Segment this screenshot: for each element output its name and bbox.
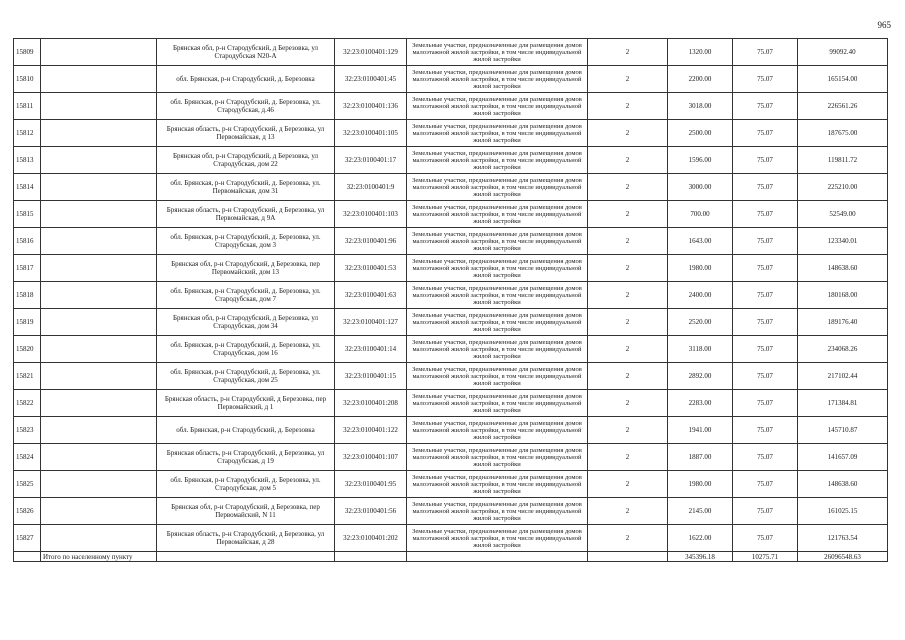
table-row [14,174,888,201]
row-number: 15824 [14,444,41,471]
row-number: 15817 [14,255,41,282]
land-use-cell: Земельные участки, предназначенные для размещения домов малоэтажной жилой застройки, в том числе индивидуальной жилой застройки [407,444,588,471]
category-cell: 2 [588,228,668,255]
cadastral-number: 32:23:0100401:136 [335,93,407,120]
land-use-cell: Земельные участки, предназначенные для размещения домов малоэтажной жилой застройки, в том числе индивидуальной жилой застройки [407,282,588,309]
category-cell: 2 [588,444,668,471]
cadastral-value-cell: 165154.00 [798,66,888,93]
address-cell: обл. Брянская, р-н Стародубский, д. Березовка, ул. Первомайская, дом 31 [157,174,335,201]
rate-cell: 75.07 [733,336,798,363]
table-row [14,255,888,282]
rate-cell: 75.07 [733,201,798,228]
blank-cell [41,390,157,417]
land-use-cell: Земельные участки, предназначенные для размещения домов малоэтажной жилой застройки, в том числе индивидуальной жилой застройки [407,201,588,228]
rate-cell: 75.07 [733,147,798,174]
cadastral-value-cell: 121763.54 [798,525,888,552]
cadastral-number: 32:23:0100401:105 [335,120,407,147]
address-cell: обл. Брянская, р-н Стародубский, д. Березовка, ул. Стародубская, дом 25 [157,363,335,390]
category-cell: 2 [588,363,668,390]
row-number: 15812 [14,120,41,147]
cadastral-number: 32:23:0100401:15 [335,363,407,390]
total-rate: 10275.71 [733,552,798,562]
cadastral-value-cell: 234068.26 [798,336,888,363]
land-use-cell: Земельные участки, предназначенные для размещения домов малоэтажной жилой застройки, в том числе индивидуальной жилой застройки [407,120,588,147]
rate-cell: 75.07 [733,228,798,255]
table-row [14,282,888,309]
cadastral-value-cell: 171384.81 [798,390,888,417]
land-use-cell: Земельные участки, предназначенные для размещения домов малоэтажной жилой застройки, в том числе индивидуальной жилой застройки [407,147,588,174]
cadastral-number: 32:23:0100401:17 [335,147,407,174]
cadastral-value-cell: 148638.60 [798,471,888,498]
area-cell: 700.00 [668,201,733,228]
blank-cell [41,309,157,336]
area-cell: 2283.00 [668,390,733,417]
row-number: 15814 [14,174,41,201]
land-use-cell: Земельные участки, предназначенные для размещения домов малоэтажной жилой застройки, в том числе индивидуальной жилой застройки [407,255,588,282]
rate-cell: 75.07 [733,282,798,309]
land-registry-table [13,38,888,562]
rate-cell: 75.07 [733,255,798,282]
cadastral-value-cell: 189176.40 [798,309,888,336]
address-cell: Брянская обл, р-н Стародубский, д Березовка, пер Первомайский, дом 13 [157,255,335,282]
rate-cell: 75.07 [733,309,798,336]
rate-cell: 75.07 [733,174,798,201]
row-number: 15818 [14,282,41,309]
blank-cell [41,417,157,444]
total-category-cell [588,552,668,562]
row-number: 15809 [14,39,41,66]
rate-cell: 75.07 [733,39,798,66]
address-cell: Брянская область, р-н Стародубский, д Березовка, ул Первомайская, д 13 [157,120,335,147]
blank-cell [41,147,157,174]
area-cell: 1622.00 [668,525,733,552]
category-cell: 2 [588,255,668,282]
area-cell: 2500.00 [668,120,733,147]
cadastral-value-cell: 145710.87 [798,417,888,444]
rate-cell: 75.07 [733,498,798,525]
cadastral-number: 32:23:0100401:56 [335,498,407,525]
area-cell: 2145.00 [668,498,733,525]
rate-cell: 75.07 [733,444,798,471]
table-body [14,39,888,552]
category-cell: 2 [588,309,668,336]
table-row [14,228,888,255]
cadastral-number: 32:23:0100401:45 [335,66,407,93]
area-cell: 1643.00 [668,228,733,255]
table-row [14,66,888,93]
row-number: 15827 [14,525,41,552]
cadastral-value-cell: 180168.00 [798,282,888,309]
total-use-cell [407,552,588,562]
blank-cell [41,255,157,282]
category-cell: 2 [588,120,668,147]
rate-cell: 75.07 [733,93,798,120]
address-cell: обл. Брянская, р-н Стародубский, д. Березовка, ул. Стародубская, дом 7 [157,282,335,309]
area-cell: 2892.00 [668,363,733,390]
blank-cell [41,363,157,390]
category-cell: 2 [588,336,668,363]
address-cell: обл. Брянская, р-н Стародубский, д. Березовка, ул. Стародубская, дом 5 [157,471,335,498]
category-cell: 2 [588,498,668,525]
land-use-cell: Земельные участки, предназначенные для размещения домов малоэтажной жилой застройки, в том числе индивидуальной жилой застройки [407,66,588,93]
area-cell: 1980.00 [668,255,733,282]
row-number: 15811 [14,93,41,120]
category-cell: 2 [588,417,668,444]
row-number: 15826 [14,498,41,525]
table-row [14,201,888,228]
land-use-cell: Земельные участки, предназначенные для размещения домов малоэтажной жилой застройки, в том числе индивидуальной жилой застройки [407,228,588,255]
total-row [14,552,888,562]
category-cell: 2 [588,282,668,309]
land-use-cell: Земельные участки, предназначенные для размещения домов малоэтажной жилой застройки, в том числе индивидуальной жилой застройки [407,39,588,66]
page-number: 965 [877,20,891,30]
address-cell: Брянская обл, р-н Стародубский, д Березовка, ул Стародубская, дом 22 [157,147,335,174]
cadastral-number: 32:23:0100401:122 [335,417,407,444]
land-use-cell: Земельные участки, предназначенные для размещения домов малоэтажной жилой застройки, в том числе индивидуальной жилой застройки [407,363,588,390]
cadastral-number: 32:23:0100401:96 [335,228,407,255]
row-number: 15816 [14,228,41,255]
area-cell: 3000.00 [668,174,733,201]
rate-cell: 75.07 [733,525,798,552]
land-use-cell: Земельные участки, предназначенные для размещения домов малоэтажной жилой застройки, в том числе индивидуальной жилой застройки [407,174,588,201]
address-cell: Брянская область, р-н Стародубский, д Березовка, ул Первомайская, д 9А [157,201,335,228]
rate-cell: 75.07 [733,417,798,444]
land-use-cell: Земельные участки, предназначенные для размещения домов малоэтажной жилой застройки, в том числе индивидуальной жилой застройки [407,93,588,120]
blank-cell [41,66,157,93]
area-cell: 3018.00 [668,93,733,120]
cadastral-value-cell: 141657.09 [798,444,888,471]
table-row [14,336,888,363]
area-cell: 2520.00 [668,309,733,336]
blank-cell [41,282,157,309]
address-cell: Брянская область, р-н Стародубский, д Березовка, пер Первомайский, д 1 [157,390,335,417]
address-cell: Брянская обл, р-н Стародубский, д Березовка, ул Стародубская N20-А [157,39,335,66]
cadastral-value-cell: 119811.72 [798,147,888,174]
row-number: 15815 [14,201,41,228]
land-use-cell: Земельные участки, предназначенные для размещения домов малоэтажной жилой застройки, в том числе индивидуальной жилой застройки [407,309,588,336]
row-number: 15819 [14,309,41,336]
category-cell: 2 [588,525,668,552]
address-cell: Брянская область, р-н Стародубский, д Березовка, ул Стародубская, д 19 [157,444,335,471]
table-row [14,147,888,174]
category-cell: 2 [588,201,668,228]
address-cell: обл. Брянская, р-н Стародубский, д. Березовка, ул. Стародубская, д.46 [157,93,335,120]
row-number: 15821 [14,363,41,390]
total-num-cell [14,552,41,562]
area-cell: 1980.00 [668,471,733,498]
area-cell: 3118.00 [668,336,733,363]
cadastral-value-cell: 161025.15 [798,498,888,525]
cadastral-value-cell: 52549.00 [798,201,888,228]
cadastral-value-cell: 187675.00 [798,120,888,147]
rate-cell: 75.07 [733,363,798,390]
blank-cell [41,120,157,147]
category-cell: 2 [588,147,668,174]
blank-cell [41,525,157,552]
address-cell: обл. Брянская, р-н Стародубский, д. Березовка [157,66,335,93]
address-cell: Брянская область, р-н Стародубский, д Березовка, ул Первомайская, д 28 [157,525,335,552]
cadastral-number: 32:23:0100401:208 [335,390,407,417]
blank-cell [41,498,157,525]
cadastral-number: 32:23:0100401:129 [335,39,407,66]
cadastral-value-cell: 217102.44 [798,363,888,390]
land-use-cell: Земельные участки, предназначенные для размещения домов малоэтажной жилой застройки, в том числе индивидуальной жилой застройки [407,336,588,363]
total-value: 26096548.63 [798,552,888,562]
address-cell: Брянская обл, р-н Стародубский, д Березовка, ул Стародубская, дом 34 [157,309,335,336]
table-row [14,120,888,147]
table-row [14,309,888,336]
address-cell: обл. Брянская, р-н Стародубский, д. Березовка, ул. Стародубская, дом 16 [157,336,335,363]
rate-cell: 75.07 [733,120,798,147]
land-use-cell: Земельные участки, предназначенные для размещения домов малоэтажной жилой застройки, в том числе индивидуальной жилой застройки [407,498,588,525]
cadastral-number: 32:23:0100401:95 [335,471,407,498]
row-number: 15822 [14,390,41,417]
table-row [14,444,888,471]
address-cell: обл. Брянская, р-н Стародубский, д. Березовка, ул. Стародубская, дом 3 [157,228,335,255]
blank-cell [41,336,157,363]
cadastral-number: 32:23:0100401:127 [335,309,407,336]
cadastral-number: 32:23:0100401:53 [335,255,407,282]
land-use-cell: Земельные участки, предназначенные для размещения домов малоэтажной жилой застройки, в том числе индивидуальной жилой застройки [407,525,588,552]
cadastral-value-cell: 225210.00 [798,174,888,201]
table-row [14,390,888,417]
cadastral-value-cell: 123340.01 [798,228,888,255]
row-number: 15813 [14,147,41,174]
table-row [14,525,888,552]
total-area: 345396.18 [668,552,733,562]
total-address-cell [157,552,335,562]
table-row [14,417,888,444]
table-row [14,471,888,498]
cadastral-value-cell: 148638.60 [798,255,888,282]
table-row [14,39,888,66]
row-number: 15820 [14,336,41,363]
cadastral-value-cell: 226561.26 [798,93,888,120]
table-row [14,498,888,525]
area-cell: 1320.00 [668,39,733,66]
total-cadastral-cell [335,552,407,562]
area-cell: 2200.00 [668,66,733,93]
blank-cell [41,201,157,228]
land-use-cell: Земельные участки, предназначенные для размещения домов малоэтажной жилой застройки, в том числе индивидуальной жилой застройки [407,417,588,444]
rate-cell: 75.07 [733,471,798,498]
row-number: 15825 [14,471,41,498]
cadastral-number: 32:23:0100401:103 [335,201,407,228]
cadastral-number: 32:23:0100401:202 [335,525,407,552]
blank-cell [41,471,157,498]
address-cell: Брянская обл, р-н Стародубский, д Березовка, пер Первомайский, N 11 [157,498,335,525]
category-cell: 2 [588,471,668,498]
row-number: 15810 [14,66,41,93]
category-cell: 2 [588,39,668,66]
table-row [14,93,888,120]
area-cell: 2400.00 [668,282,733,309]
cadastral-value-cell: 99092.40 [798,39,888,66]
blank-cell [41,174,157,201]
blank-cell [41,228,157,255]
blank-cell [41,444,157,471]
cadastral-number: 32:23:0100401:9 [335,174,407,201]
table-row [14,363,888,390]
area-cell: 1941.00 [668,417,733,444]
rate-cell: 75.07 [733,390,798,417]
blank-cell [41,93,157,120]
total-label: Итого по населенному пункту [41,552,157,562]
cadastral-number: 32:23:0100401:63 [335,282,407,309]
area-cell: 1596.00 [668,147,733,174]
cadastral-number: 32:23:0100401:107 [335,444,407,471]
category-cell: 2 [588,174,668,201]
category-cell: 2 [588,390,668,417]
category-cell: 2 [588,93,668,120]
address-cell: обл. Брянская, р-н Стародубский, д. Березовка [157,417,335,444]
rate-cell: 75.07 [733,66,798,93]
cadastral-number: 32:23:0100401:14 [335,336,407,363]
row-number: 15823 [14,417,41,444]
land-use-cell: Земельные участки, предназначенные для размещения домов малоэтажной жилой застройки, в том числе индивидуальной жилой застройки [407,390,588,417]
category-cell: 2 [588,66,668,93]
area-cell: 1887.00 [668,444,733,471]
blank-cell [41,39,157,66]
land-use-cell: Земельные участки, предназначенные для размещения домов малоэтажной жилой застройки, в том числе индивидуальной жилой застройки [407,471,588,498]
